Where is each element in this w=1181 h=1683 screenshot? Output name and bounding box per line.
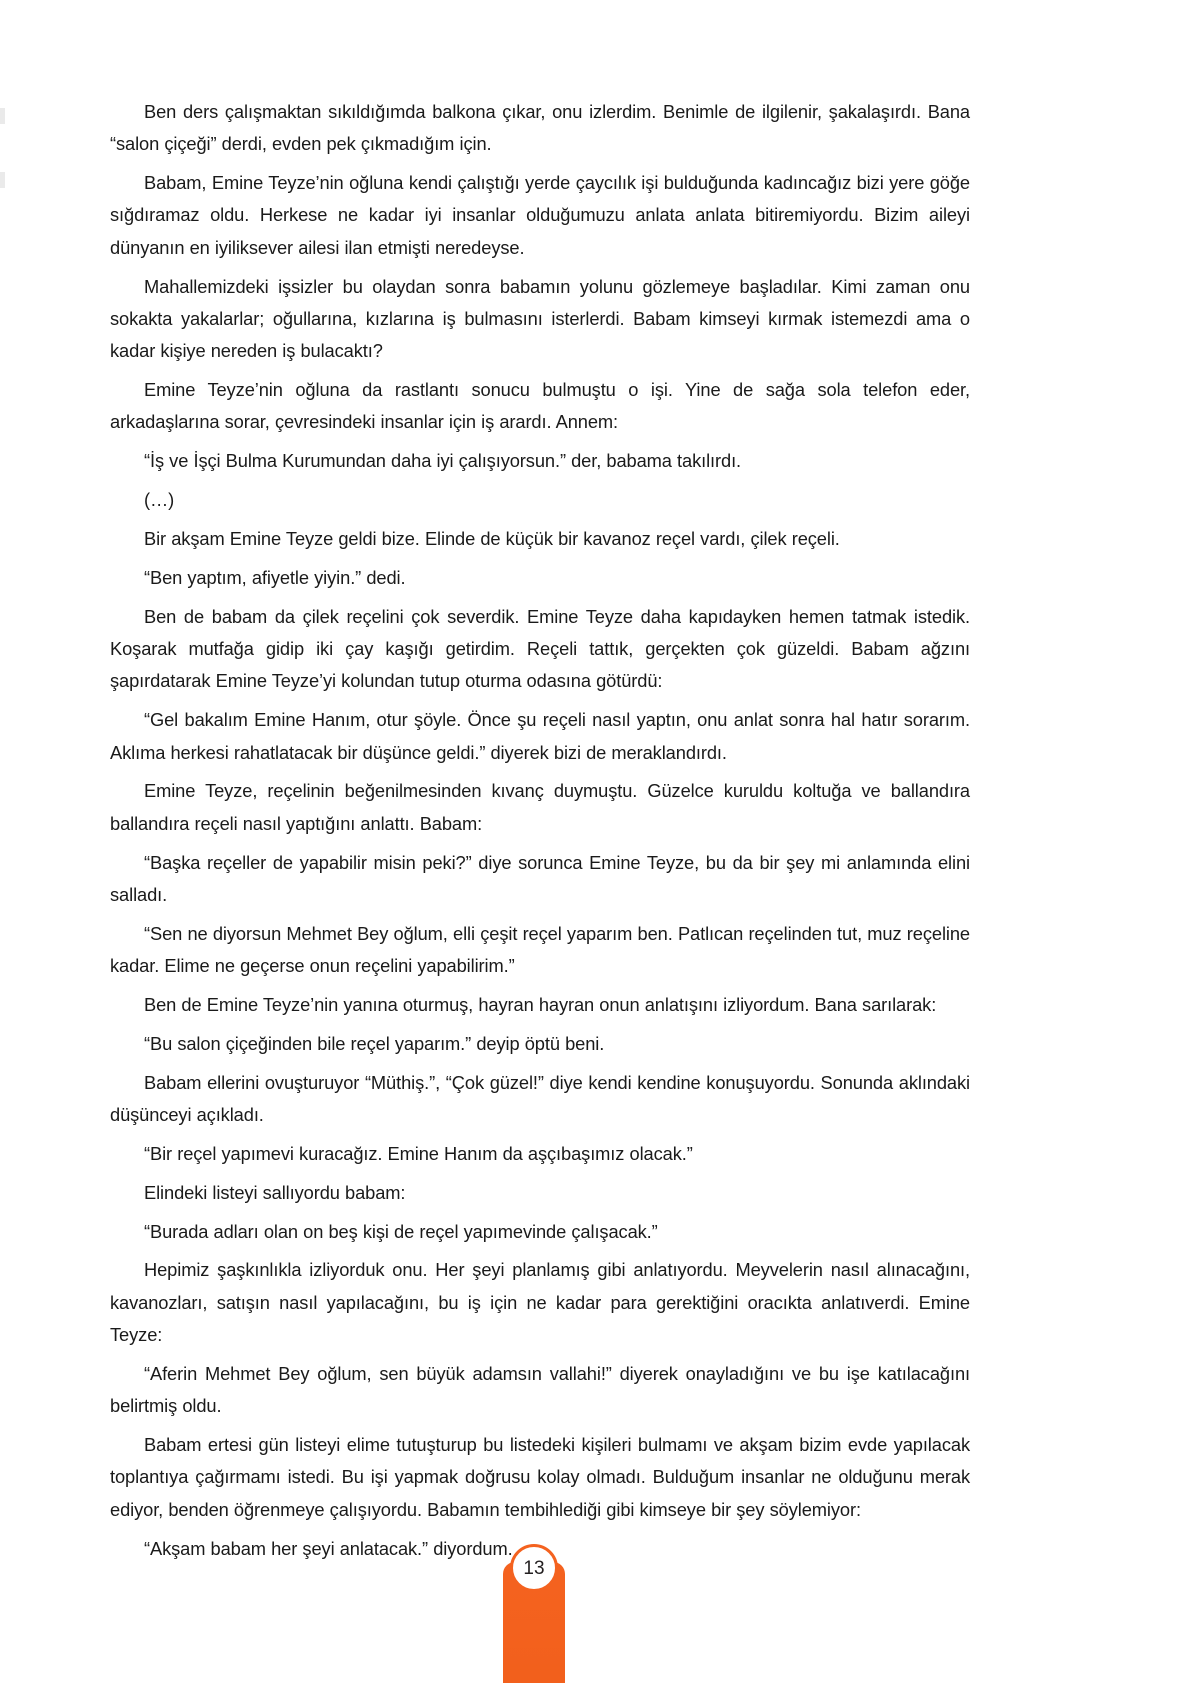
- page-number-label: 13: [523, 1557, 545, 1579]
- page-number-tab: [503, 1544, 565, 1683]
- body-paragraph: Ben de babam da çilek reçelini çok severdik. Emine Teyze daha kapıdayken hemen tatmak istedik. Koşarak mutfağa gidip iki çay kaşığı getirdim. Reçeli tattık, gerçekten çok güzeldi. Babam ağzını şapırdatarak Emine Teyze’yi kolundan tutup oturma odasına götürdü:: [110, 605, 970, 692]
- body-paragraph: Hepimiz şaşkınlıkla izliyorduk onu. Her şeyi planlamış gibi anlatıyordu. Meyvelerin nasıl alınacağını, kavanozları, satışın nasıl yapılacağını, bu iş için ne kadar para gerektiğini oracıkta anlatıverdi. Emine Teyze:: [110, 1259, 970, 1346]
- scan-artifact-second: [0, 172, 5, 188]
- body-paragraph: Babam ellerini ovuşturuyor “Müthiş.”, “Çok güzel!” diye kendi kendine konuşuyordu. Sonunda aklındaki düşünceyi açıkladı.: [110, 1071, 970, 1125]
- body-paragraph: Babam ertesi gün listeyi elime tutuşturup bu listedeki kişileri bulmamı ve akşam bizim evde yapılacak toplantıya çağırmamı istedi. Bu işi yapmak doğrusu kolay olmadı. Bulduğum insanlar ne olduğunu merak ediyor, benden öğrenmeye çalışıyordu. Babamın tembihlediği gibi kimseye bir şey söylemiyor:: [110, 1434, 970, 1520]
- body-paragraph: “Başka reçeller de yapabilir misin peki?” diye sorunca Emine Teyze, bu da bir şey mi anlamında elini salladı.: [110, 851, 970, 905]
- body-paragraph: “Bir reçel yapımevi kuracağız. Emine Hanım da aşçıbaşımız olacak.”: [144, 1142, 693, 1164]
- body-paragraph: Emine Teyze’nin oğluna da rastlantı sonucu bulmuştu o işi. Yine de sağa sola telefon eder, arkadaşlarına sorar, çevresindeki insanlar için iş arardı. Annem:: [110, 379, 970, 433]
- body-paragraph: Elindeki listeyi sallıyordu babam:: [144, 1181, 406, 1203]
- body-paragraph: “Aferin Mehmet Bey oğlum, sen büyük adamsın vallahi!” diyerek onayladığını ve bu işe katılacağını belirtmiş oldu.: [110, 1362, 970, 1417]
- body-paragraph: “İş ve İşçi Bulma Kurumundan daha iyi çalışıyorsun.” der, babama takılırdı.: [144, 450, 742, 472]
- body-paragraph: Ben ders çalışmaktan sıkıldığımda balkona çıkar, onu izlerdim. Benimle de ilgilenir, şakalaşırdı. Bana “salon çiçeği” derdi, evden pek çıkmadığım için.: [110, 101, 970, 155]
- body-paragraph: Mahallemizdeki işsizler bu olaydan sonra babamın yolunu gözlemeye başladılar. Kimi zaman onu sokakta yakalarlar; oğullarına, kızlarına iş bulmasını isterlerdi. Babam kimseyi kırmak istemezdi ama o kadar kişiye nereden iş bulacaktı?: [110, 275, 970, 362]
- body-paragraph: “Sen ne diyorsun Mehmet Bey oğlum, elli çeşit reçel yaparım ben. Patlıcan reçelinden tut, muz reçeline kadar. Elime ne geçerse onun reçelini yapabilirim.”: [110, 922, 970, 977]
- body-paragraph: “Burada adları olan on beş kişi de reçel yapımevinde çalışacak.”: [144, 1220, 658, 1242]
- body-paragraph: “Akşam babam her şeyi anlatacak.” diyordum.: [144, 1537, 513, 1559]
- body-paragraph: Emine Teyze, reçelinin beğenilmesinden kıvanç duymuştu. Güzelce kuruldu koltuğa ve ballandıra ballandıra reçeli nasıl yaptığını anlattı. Babam:: [110, 780, 970, 834]
- body-paragraph: “Bu salon çiçeğinden bile reçel yaparım.” deyip öptü beni.: [144, 1032, 605, 1054]
- body-paragraph: “Ben yaptım, afiyetle yiyin.” dedi.: [144, 566, 406, 588]
- body-paragraph: Babam, Emine Teyze’nin oğluna kendi çalıştığı yerde çaycılık işi bulduğunda kadıncağız bizi yere göğe sığdıramaz oldu. Herkese ne kadar iyi insanlar olduğumuzu anlata anlata bitiremiyordu. Bizim aileyi dünyanın en iyiliksever ailesi ilan etmişti neredeyse.: [110, 172, 970, 258]
- body-text-column: [110, 96, 970, 1571]
- body-paragraph: “Gel bakalım Emine Hanım, otur şöyle. Önce şu reçeli nasıl yaptın, onu anlat sonra hal hatır sorarım. Aklıma herkesi rahatlatacak bir düşünce geldi.” diyerek bizi de meraklandırdı.: [110, 709, 970, 763]
- body-paragraph: (…): [144, 489, 175, 511]
- scan-artifact-top: [0, 108, 5, 124]
- page-number-badge: [510, 1544, 558, 1592]
- body-paragraph: Ben de Emine Teyze’nin yanına oturmuş, hayran hayran onun anlatışını izliyordum. Bana sarılarak:: [144, 993, 937, 1015]
- body-paragraph: Bir akşam Emine Teyze geldi bize. Elinde de küçük bir kavanoz reçel vardı, çilek reçeli.: [144, 528, 840, 550]
